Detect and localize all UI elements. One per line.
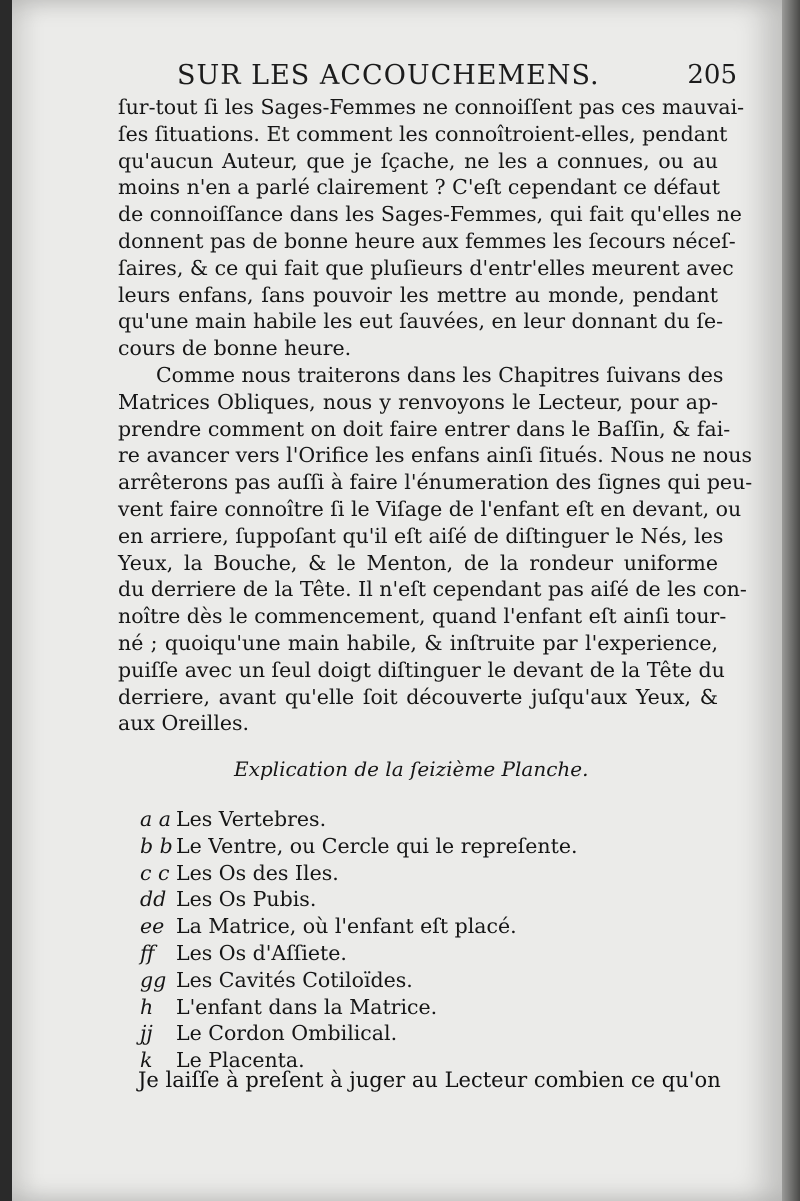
book-page [12, 0, 782, 1201]
legend-text: L'enfant dans la Matrice. [176, 994, 438, 1019]
legend-item [140, 886, 700, 913]
text-line: Comme nous traiterons dans les Chapitres ſuivans des [156, 362, 724, 387]
legend-key: gg [140, 967, 167, 992]
text-line: qu'une main habile les eut ſauvées, en leur donnant du ſe- [118, 309, 724, 334]
text-line: arrêterons pas auſſi à faire l'énumeration des ſignes qui peu- [118, 470, 753, 495]
text-line: aux Oreilles. [118, 711, 250, 736]
legend-item [140, 994, 700, 1021]
legend-key: b b [140, 833, 173, 858]
text-line: ſes ſituations. Et comment les connoîtroient-elles, pendant [118, 121, 728, 146]
legend-key: k [140, 1048, 153, 1073]
text-line: qu'aucun Auteur, que je ſçache, ne les a connues, ou au [118, 148, 718, 173]
text-line: de connoiſſance dans les Sages-Femmes, qui fait qu'elles ne [118, 202, 742, 227]
text-line: donnent pas de bonne heure aux femmes les ſecours néceſ- [118, 228, 736, 253]
text-line: du derriere de la Tête. Il n'eſt cependant pas aiſé de les con- [118, 577, 747, 602]
legend-text: Le Cordon Ombilical. [176, 1021, 398, 1046]
text-line: Yeux, la Bouche, & le Menton, de la rondeur uniforme [118, 550, 718, 575]
paragraph-2 [118, 362, 753, 737]
body-text [118, 94, 753, 737]
text-line: noître dès le commencement, quand l'enfant eſt ainſi tour- [118, 604, 727, 629]
legend-key: h [140, 994, 154, 1019]
text-line: vent faire connoître ſi le Viſage de l'enfant eſt en devant, ou [118, 496, 742, 521]
legend-text: Les Vertebres. [176, 807, 327, 831]
plate-caption: Explication de la ſeizième Planche. [234, 757, 589, 781]
legend-key: ff [140, 940, 155, 965]
legend-item [140, 806, 700, 833]
legend-key: dd [140, 887, 167, 912]
text-line: en arriere, ſuppoſant qu'il eſt aiſé de diſtinguer le Nés, les [118, 523, 724, 548]
page-edge-shadow [782, 0, 800, 1201]
legend-text: Le Placenta. [176, 1048, 305, 1073]
legend-item [140, 967, 700, 994]
running-title: SUR LES ACCOUCHEMENS. [177, 60, 600, 91]
text-line: Matrices Obliques, nous y renvoyons le Lecteur, pour ap- [118, 389, 718, 414]
legend-key: c c [140, 860, 170, 885]
legend-item [140, 860, 700, 887]
legend-text: La Matrice, où l'enfant eſt placé. [176, 914, 517, 939]
plate-legend [140, 806, 700, 1074]
text-line: derriere, avant qu'elle ſoit découverte juſqu'aux Yeux, & [118, 684, 718, 709]
legend-key: a a [140, 807, 171, 831]
legend-text: Les Os Pubis. [176, 887, 317, 912]
text-line: ſur-tout ſi les Sages-Femmes ne connoiſſent pas ces mauvai- [118, 95, 745, 119]
paragraph-1 [118, 94, 745, 362]
legend-item [140, 833, 700, 860]
legend-key: jj [140, 1021, 153, 1046]
text-line: né ; quoiqu'une main habile, & inſtruite par l'experience, [118, 630, 718, 655]
legend-key: ee [140, 914, 165, 939]
text-line: puiſſe avec un ſeul doigt diſtinguer le devant de la Tête du [118, 657, 725, 682]
closing-line: Je laiſſe à preſent à juger au Lecteur combien ce qu'on [138, 1068, 721, 1092]
legend-text: Le Ventre, ou Cercle qui le repreſente. [176, 833, 578, 858]
page-header [177, 60, 737, 96]
text-line: ſaires, & ce qui fait que pluſieurs d'entr'elles meurent avec [118, 255, 734, 280]
text-line: moins n'en a parlé clairement ? C'eſt cependant ce défaut [118, 175, 720, 200]
text-line: re avancer vers l'Orifice les enfans ainſi ſitués. Nous ne nous [118, 443, 752, 468]
text-line: leurs enfans, ſans pouvoir les mettre au monde, pendant [118, 282, 718, 307]
text-line: prendre comment on doit faire entrer dans le Baſſin, & fai- [118, 416, 731, 441]
legend-item [140, 913, 700, 940]
legend-text: Les Os d'Aſſiete. [176, 940, 347, 965]
legend-item [140, 940, 700, 967]
legend-item [140, 1020, 700, 1047]
text-line: cours de bonne heure. [118, 336, 352, 361]
page-number: 205 [687, 60, 737, 90]
legend-text: Les Os des Iles. [176, 860, 339, 885]
legend-text: Les Cavités Cotiloïdes. [176, 967, 413, 992]
